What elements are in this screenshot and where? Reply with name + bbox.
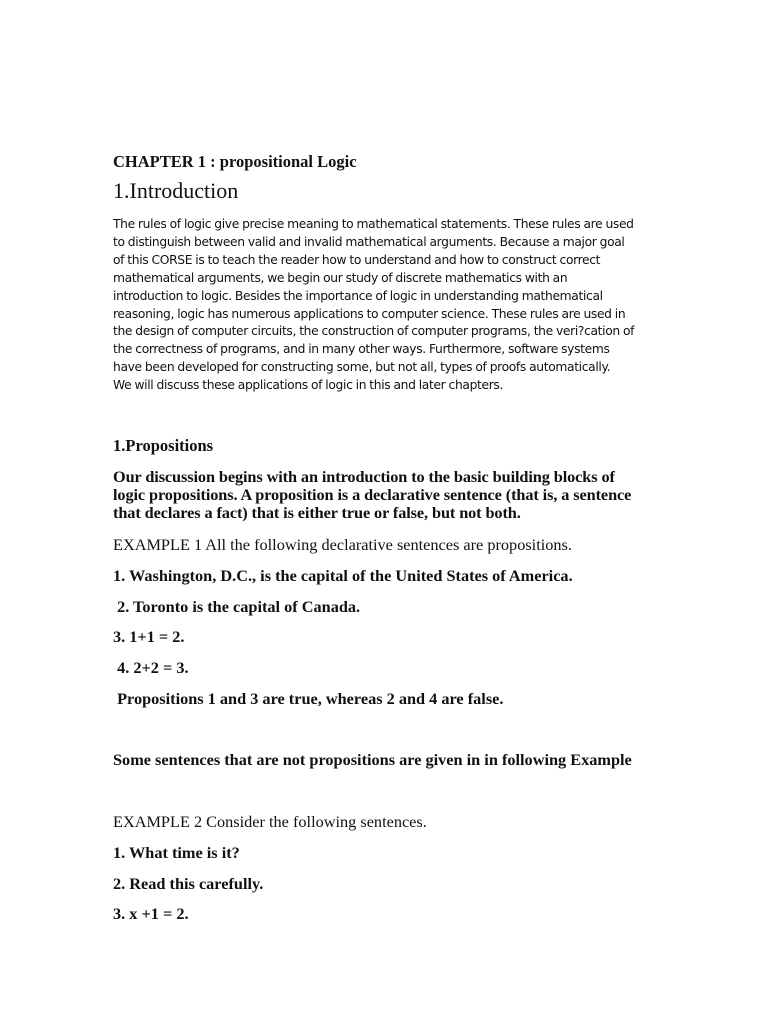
chapter-title: CHAPTER 1 : propositional Logic — [113, 152, 357, 171]
propositions-line: that declares a fact) that is either true or false, but not both. — [113, 503, 521, 522]
intro-line: of this CORSE is to teach the reader how to understand and how to construct correct — [113, 252, 601, 267]
intro-line: We will discuss these applications of logic in this and later chapters. — [113, 378, 504, 393]
example1-title: EXAMPLE 1 All the following declarative sentences are propositions. — [113, 535, 572, 554]
propositions-paragraph — [113, 468, 673, 522]
intro-line: have been developed for constructing some, but not all, types of proofs automatically. — [113, 360, 611, 375]
intro-line: mathematical arguments, we begin our study of discrete mathematics with an — [113, 270, 568, 285]
example1-item: 1. Washington, D.C., is the capital of the United States of America. — [113, 566, 573, 585]
intro-line: introduction to logic. Besides the importance of logic in understanding mathematical — [113, 288, 603, 303]
example1-item: 2. Toronto is the capital of Canada. — [113, 597, 361, 616]
intro-line: The rules of logic give precise meaning to mathematical statements. These rules are used — [113, 217, 634, 231]
intro-line: to distinguish between valid and invalid mathematical arguments. Because a major goal — [113, 234, 625, 249]
intro-line: the design of computer circuits, the construction of computer programs, the veri?cation of — [113, 324, 635, 339]
not-propositions-intro: Some sentences that are not propositions are given in in following Example — [113, 750, 632, 769]
example2-item: 2. Read this carefully. — [113, 874, 264, 893]
example2-item: 3. x +1 = 2. — [113, 904, 189, 923]
example2-title: EXAMPLE 2 Consider the following sentences. — [113, 812, 427, 831]
introduction-paragraph — [113, 216, 673, 395]
example1-item: 4. 2+2 = 3. — [113, 658, 189, 677]
intro-line: the correctness of programs, and in many other ways. Furthermore, software systems — [113, 342, 610, 357]
propositions-line: Our discussion begins with an introduction to the basic building blocks of — [113, 467, 615, 486]
example1-conclusion: Propositions 1 and 3 are true, whereas 2 and 4 are false. — [113, 689, 504, 708]
example2-item: 1. What time is it? — [113, 843, 240, 862]
introduction-heading: 1.Introduction — [113, 178, 239, 203]
example1-item: 3. 1+1 = 2. — [113, 627, 185, 646]
intro-line: reasoning, logic has numerous applications to computer science. These rules are used in — [113, 306, 626, 321]
propositions-line: logic propositions. A proposition is a declarative sentence (that is, a sentence — [113, 485, 632, 504]
propositions-heading: 1.Propositions — [113, 436, 214, 455]
